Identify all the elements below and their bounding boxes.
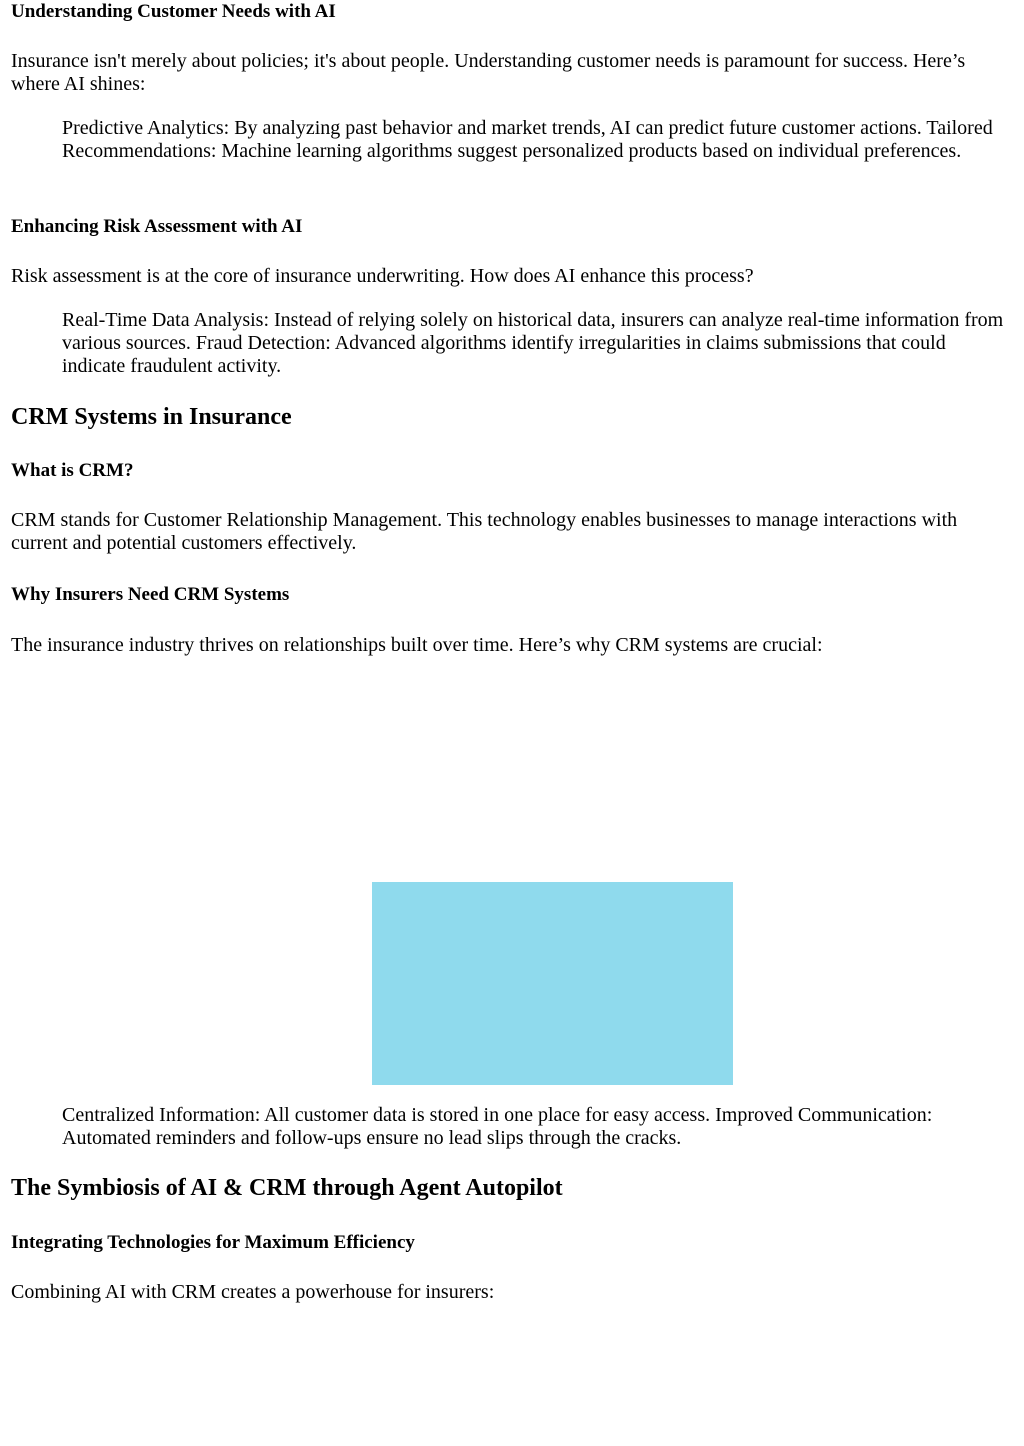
- heading-symbiosis-ai-crm: The Symbiosis of AI & CRM through Agent Autopilot: [11, 1175, 563, 1201]
- heading-understanding-customer-needs: Understanding Customer Needs with AI: [11, 1, 336, 22]
- paragraph-combining-ai-crm: Combining AI with CRM creates a powerhouse for insurers:: [11, 1281, 495, 1303]
- heading-enhancing-risk-assessment: Enhancing Risk Assessment with AI: [11, 216, 303, 237]
- heading-why-insurers-need-crm: Why Insurers Need CRM Systems: [11, 584, 290, 605]
- heading-what-is-crm: What is CRM?: [11, 460, 134, 481]
- blockquote-crm-benefits: Centralized Information: All customer data is stored in one place for easy access. Improved Communication: Automated reminders and follow-ups ensure no lead slips through the cracks.: [62, 1104, 933, 1149]
- heading-integrating-technologies: Integrating Technologies for Maximum Efficiency: [11, 1232, 415, 1253]
- blockquote-risk-benefits: Real-Time Data Analysis: Instead of relying solely on historical data, insurers can analyze real-time information from various sources. Fraud Detection: Advanced algorithms identify irregularities in claims submissions that could indicate fraudulent activity.: [62, 309, 1004, 377]
- heading-crm-systems: CRM Systems in Insurance: [11, 404, 292, 430]
- blockquote-ai-benefits: Predictive Analytics: By analyzing past behavior and market trends, AI can predict future customer actions. Tailored Recommendations: Machine learning algorithms suggest personalized products based on individual preferences.: [62, 117, 993, 162]
- paragraph-understanding-intro: Insurance isn't merely about policies; it's about people. Understanding customer needs is paramount for success. Here’s where AI shines:: [11, 50, 966, 95]
- figure-image-placeholder: [372, 882, 733, 1085]
- paragraph-risk-intro: Risk assessment is at the core of insurance underwriting. How does AI enhance this process?: [11, 265, 754, 287]
- paragraph-why-crm: The insurance industry thrives on relationships built over time. Here’s why CRM systems are crucial:: [11, 634, 823, 656]
- paragraph-what-is-crm: CRM stands for Customer Relationship Management. This technology enables businesses to manage interactions with current and potential customers effectively.: [11, 509, 958, 554]
